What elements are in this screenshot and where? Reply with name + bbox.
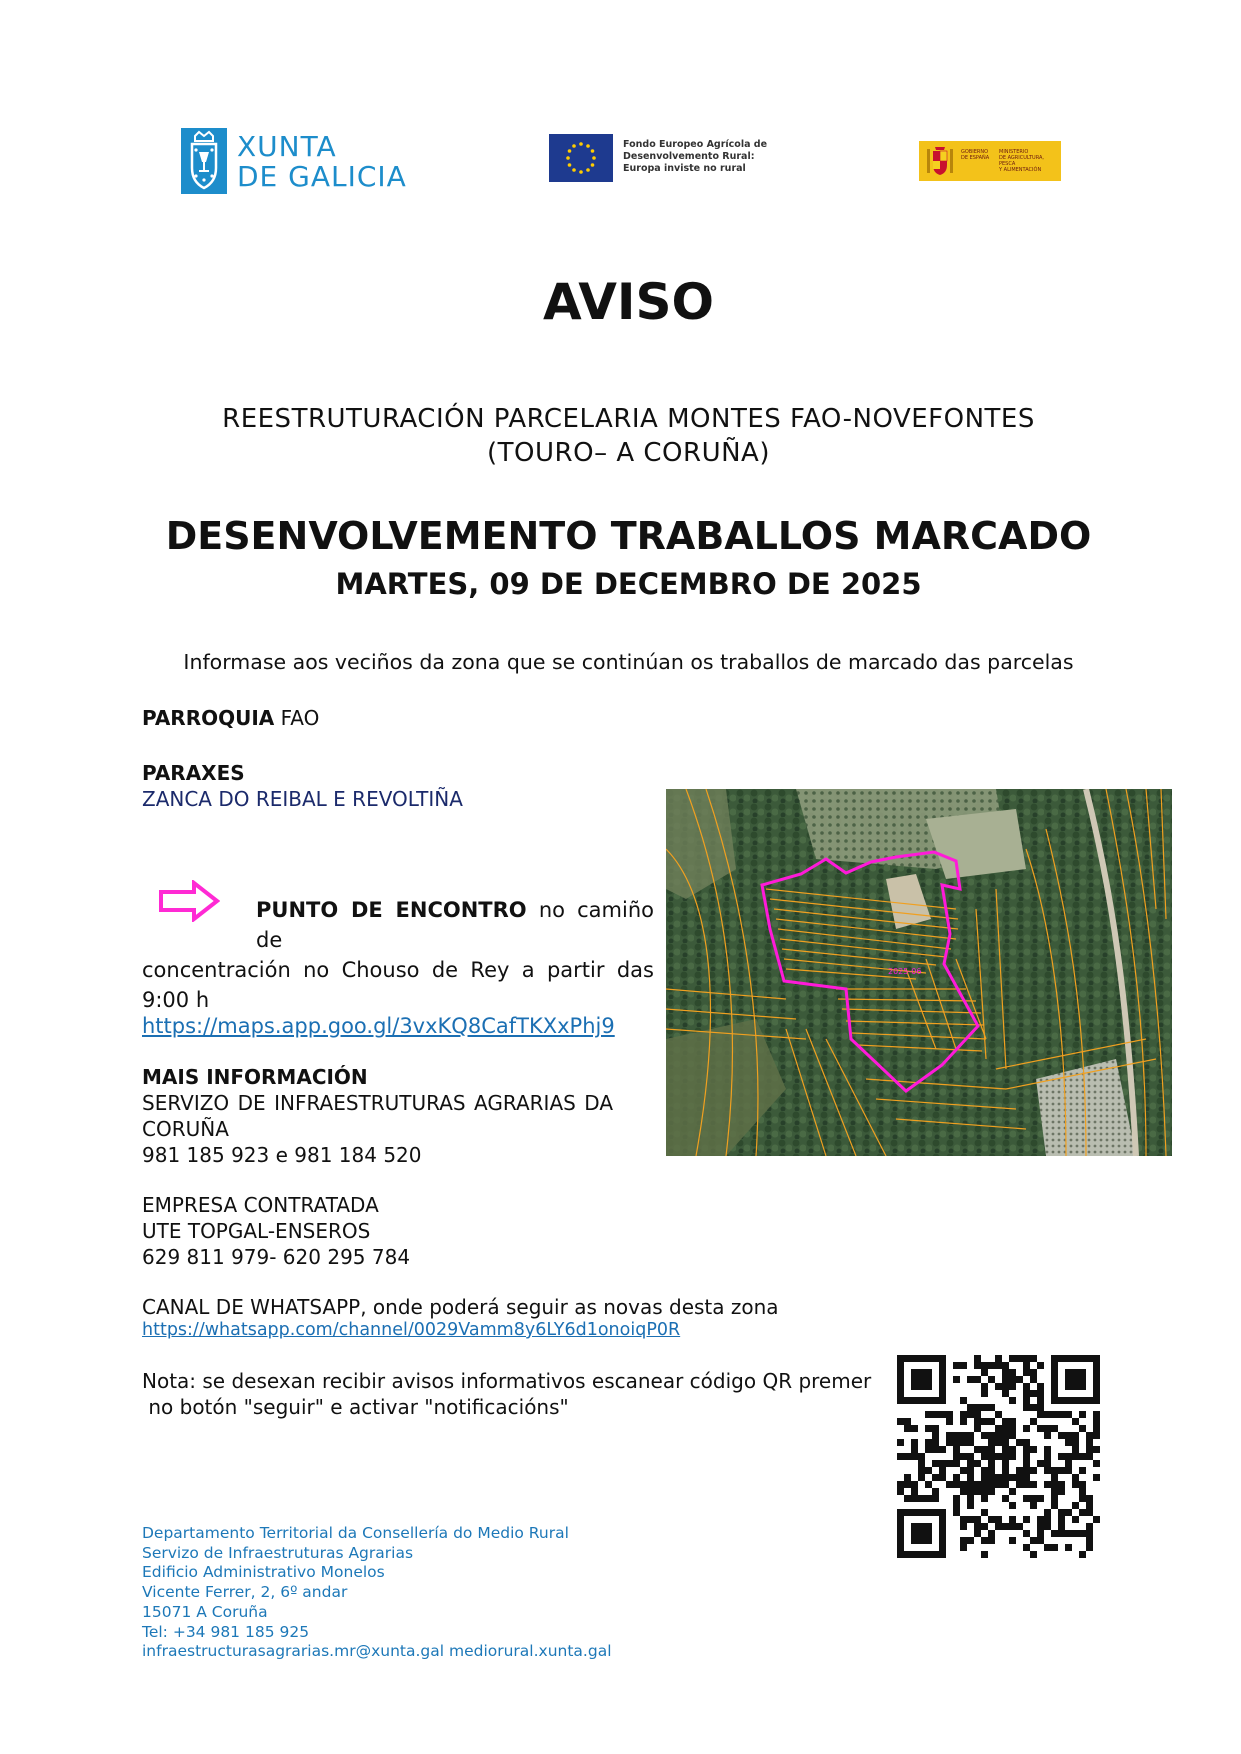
footer-email-web: infraestructurasagrarias.mr@xunta.gal mediorural.xunta.gal xyxy=(142,1642,612,1661)
company-name: UTE TOPGAL-ENSEROS xyxy=(142,1219,371,1243)
footer-service: Servizo de Infraestruturas Agrarias xyxy=(142,1543,414,1562)
meeting-point xyxy=(142,895,654,1015)
whatsapp-link[interactable]: https://whatsapp.com/channel/0029Vamm8y6LY6d1onoiqP0R xyxy=(142,1320,681,1340)
feader-line2: Desenvolvemento Rural: xyxy=(623,151,755,162)
footer-address xyxy=(142,1524,612,1662)
feader-logo xyxy=(549,134,779,184)
feader-line1: Fondo Europeo Agrícola de xyxy=(623,139,768,150)
galicia-coat-of-arms-icon xyxy=(181,128,227,194)
ministerio-text xyxy=(999,149,1059,173)
meeting-point-label: PUNTO DE ENCONTRO xyxy=(256,898,527,922)
gobierno-line1: GOBIERNO xyxy=(961,149,989,155)
note-text xyxy=(142,1368,871,1420)
ministerio-line3: Y ALIMENTACIÓN xyxy=(999,167,1042,173)
whatsapp-qr-code xyxy=(897,1355,1100,1558)
gobierno-de-espana-logo xyxy=(919,141,1061,181)
meeting-point-line1 xyxy=(142,895,654,955)
maps-link[interactable]: https://maps.app.goo.gl/3vxKQ8CafTKXxPhj9 xyxy=(142,1014,615,1038)
spain-coat-of-arms-icon xyxy=(925,145,955,177)
subtitle-line2: (TOURO– A CORUÑA) xyxy=(487,438,770,468)
meeting-point-time: 9:00 h xyxy=(142,988,210,1012)
servizo-name xyxy=(142,1090,613,1142)
project-subtitle xyxy=(120,402,1137,470)
paraxes-value: ZANCA DO REIBAL E REVOLTIÑA xyxy=(142,787,463,811)
meeting-point-line1-rest: no camiño de xyxy=(256,898,654,952)
feader-logo-text xyxy=(623,139,767,175)
work-date: MARTES, 09 DE DECEMBRO DE 2025 xyxy=(335,567,922,601)
paraxes-label: PARAXES xyxy=(142,761,245,785)
map-label: 2025-06 xyxy=(888,967,922,976)
parroquia-value: FAO xyxy=(280,706,320,730)
footer-phone: Tel: +34 981 185 925 xyxy=(142,1622,310,1641)
footer-department: Departamento Territorial da Consellería do Medio Rural xyxy=(142,1524,569,1542)
xunta-logo-text xyxy=(237,132,407,192)
subtitle-line1: REESTRUTURACIÓN PARCELARIA MONTES FAO-NOVEFONTES xyxy=(222,404,1035,434)
footer-city: 15071 A Coruña xyxy=(142,1602,268,1621)
servizo-phones: 981 185 923 e 981 184 520 xyxy=(142,1143,422,1167)
ministerio-line1: MINISTERIO xyxy=(999,149,1029,155)
company-phones: 629 811 979- 620 295 784 xyxy=(142,1245,411,1269)
intro-text: Informase aos veciños da zona que se continúan os traballos de marcado das parcelas xyxy=(183,650,1074,674)
parroquia-row xyxy=(142,705,319,731)
servizo-line1: SERVIZO DE INFRAESTRUTURAS AGRARIAS DA xyxy=(142,1091,613,1115)
gobierno-line2: DE ESPAÑA xyxy=(961,155,990,161)
more-info-label: MAIS INFORMACIÓN xyxy=(142,1065,368,1089)
note-line1: Nota: se desexan recibir avisos informativos escanear código QR premer xyxy=(142,1369,872,1393)
footer-building: Edificio Administrativo Monelos xyxy=(142,1563,385,1582)
xunta-logo-line1: XUNTA xyxy=(237,130,337,163)
work-title: DESENVOLVEMENTO TRABALLOS MARCADO xyxy=(165,514,1092,558)
page-title: AVISO xyxy=(542,273,715,331)
gobierno-text xyxy=(961,149,997,161)
parroquia-label: PARROQUIA xyxy=(142,706,275,730)
footer-street: Vicente Ferrer, 2, 6º andar xyxy=(142,1583,348,1602)
eu-flag-icon xyxy=(549,134,613,182)
xunta-logo-line2: DE GALICIA xyxy=(237,160,407,193)
note-line2: no botón "seguir" e activar "notificacións" xyxy=(142,1395,569,1419)
xunta-de-galicia-logo xyxy=(181,128,411,194)
feader-line3: Europa inviste no rural xyxy=(623,163,746,174)
whatsapp-label: CANAL DE WHATSAPP, onde poderá seguir as novas desta zona xyxy=(142,1295,779,1319)
ministerio-line2: DE AGRICULTURA, PESCA xyxy=(999,155,1044,167)
meeting-point-line2: concentración no Chouso de Rey a partir das xyxy=(142,958,654,982)
aerial-map-image xyxy=(666,789,1172,1156)
company-label: EMPRESA CONTRATADA xyxy=(142,1193,379,1217)
servizo-line2: CORUÑA xyxy=(142,1117,229,1141)
